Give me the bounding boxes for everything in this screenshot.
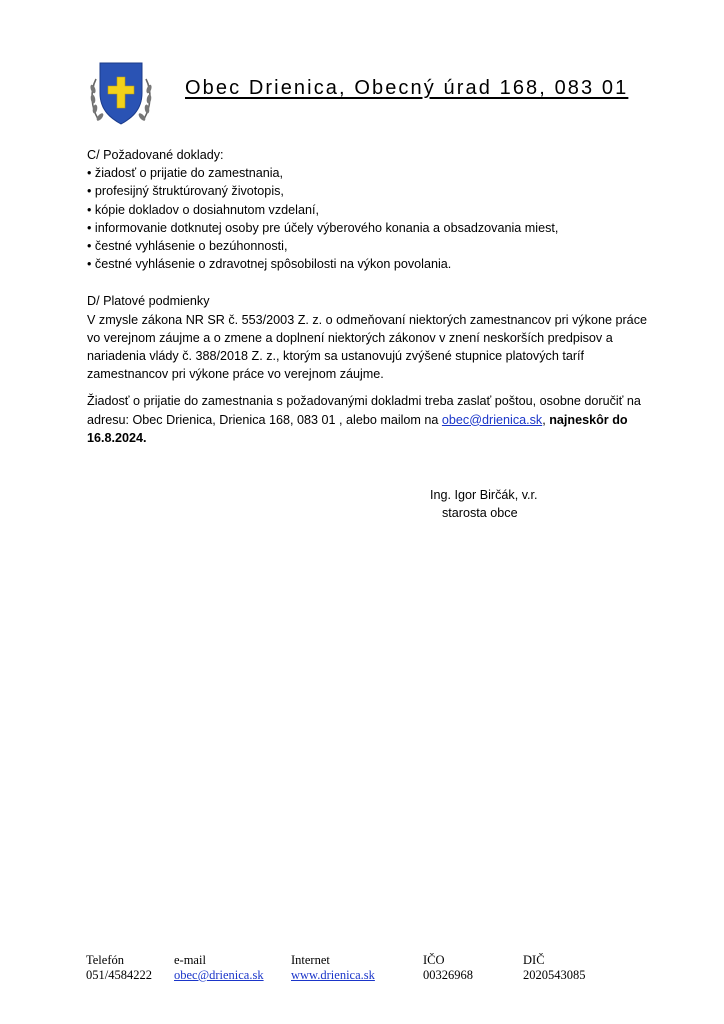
coat-of-arms-icon	[88, 59, 154, 127]
list-item: • profesijný štruktúrovaný životopis,	[87, 182, 647, 200]
signature-role: starosta obce	[442, 506, 518, 520]
page-title: Obec Drienica, Obecný úrad 168, 083 01	[185, 77, 629, 99]
section-d-heading: D/ Platové podmienky	[87, 294, 210, 309]
section-d-text: V zmysle zákona NR SR č. 553/2003 Z. z. o odmeňovaní niektorých zamestnancov pri výkone práce vo verejnom záujme a o zmene a doplnení niektorých zákonov v znení neskorších predpisov a nariadenia vlády č. 388/2018 Z. z., ktorým sa ustanovujú zvýšené stupnice platových taríf zamestnancov pri výkone práce vo verejnom záujme.	[87, 312, 647, 382]
application-paragraph	[87, 392, 647, 447]
section-c-heading: C/ Požadované doklady:	[87, 148, 224, 162]
footer-phone	[86, 953, 152, 983]
list-item: • čestné vyhlásenie o zdravotnej spôsobilosti na výkon povolania.	[87, 255, 647, 273]
footer-internet	[291, 953, 375, 983]
footer-internet-label: Internet	[291, 953, 330, 967]
footer-ico-label: IČO	[423, 953, 445, 967]
signature-name: Ing. Igor Birčák, v.r.	[430, 488, 538, 502]
footer-email-link[interactable]: obec@drienica.sk	[174, 968, 264, 982]
list-item: • čestné vyhlásenie o bezúhonnosti,	[87, 237, 647, 255]
footer-dic-label: DIČ	[523, 953, 545, 967]
footer-dic-value: 2020543085	[523, 968, 586, 982]
email-link[interactable]: obec@drienica.sk	[441, 412, 543, 427]
footer-internet-link[interactable]: www.drienica.sk	[291, 968, 375, 982]
deadline-text: najneskôr do 16.8.2024.	[87, 412, 628, 445]
signature-block	[430, 486, 538, 522]
list-item: • žiadosť o prijatie do zamestnania,	[87, 164, 647, 182]
footer-ico-value: 00326968	[423, 968, 473, 982]
document-body	[87, 146, 647, 447]
list-item: • informovanie dotknutej osoby pre účely výberového konania a obsadzovania miest,	[87, 219, 647, 237]
application-text-after: ,	[542, 412, 550, 427]
footer-phone-label: Telefón	[86, 953, 124, 967]
footer-email-label: e-mail	[174, 953, 206, 967]
application-text: Žiadosť o prijatie do zamestnania s požadovanými dokladmi treba zaslať poštou, osobne doručiť na adresu: Obec Drienica, Drienica 168, 083 01 , alebo mailom na	[87, 394, 641, 427]
list-item: • kópie dokladov o dosiahnutom vzdelaní,	[87, 201, 647, 219]
footer-ico	[423, 953, 473, 983]
footer-email	[174, 953, 264, 983]
footer-phone-value: 051/4584222	[86, 968, 152, 982]
footer-dic	[523, 953, 586, 983]
